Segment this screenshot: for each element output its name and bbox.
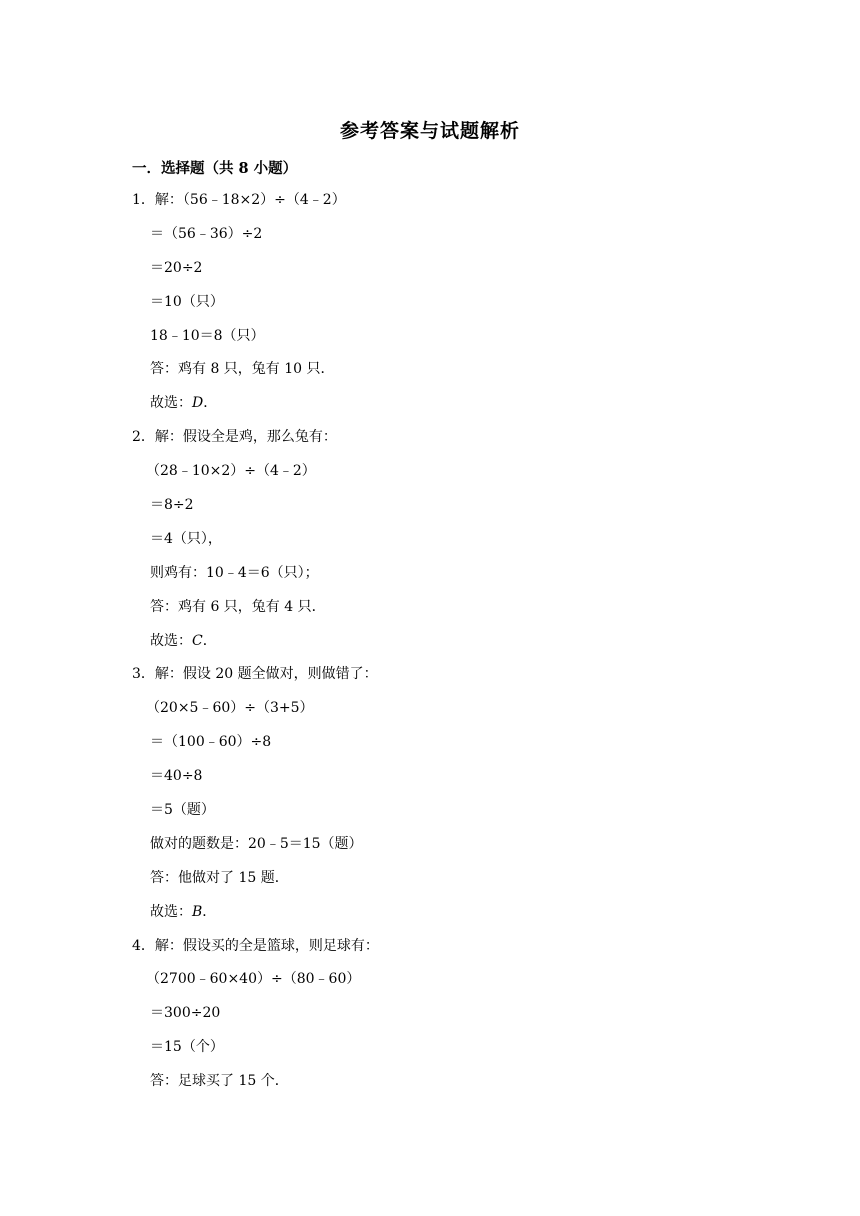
answer-suffix: ． bbox=[202, 903, 217, 920]
section-heading: 一．选择题（共 8 小题） bbox=[132, 160, 298, 177]
problem-3-line bbox=[0, 766, 860, 800]
solution-text: ＝（100﹣60）÷8 bbox=[150, 734, 272, 751]
answer-prefix: 故选： bbox=[150, 903, 192, 920]
solution-text: 则鸡有：10﹣4＝6（只）； bbox=[150, 564, 319, 581]
problem-2-line bbox=[0, 495, 860, 529]
solution-text: 答：足球买了 15 个． bbox=[150, 1073, 289, 1090]
problem-3-line bbox=[0, 868, 860, 902]
problem-3-answer bbox=[0, 902, 860, 936]
answer-prefix: 故选： bbox=[150, 395, 192, 412]
problem-3-line bbox=[0, 834, 860, 868]
solution-text: 3．解：假设 20 题全做对，则做错了： bbox=[132, 666, 378, 683]
solution-text: ＝20÷2 bbox=[150, 259, 203, 276]
problem-3-line bbox=[0, 732, 860, 766]
problem-4-line bbox=[0, 936, 860, 970]
problem-2-line bbox=[0, 427, 860, 461]
problem-4-line bbox=[0, 1037, 860, 1071]
solution-text: ＝40÷8 bbox=[150, 768, 203, 785]
answer-choice: D bbox=[192, 395, 204, 412]
answer-text bbox=[150, 393, 217, 413]
answer-text bbox=[150, 631, 217, 651]
solution-text: ＝8÷2 bbox=[150, 497, 194, 514]
solution-text: 18﹣10＝8（只） bbox=[150, 327, 265, 344]
problem-1-answer bbox=[0, 393, 860, 427]
answer-text bbox=[150, 902, 216, 922]
problem-4-line bbox=[0, 1003, 860, 1037]
problem-2-answer bbox=[0, 631, 860, 665]
problem-2-line bbox=[0, 597, 860, 631]
solution-text: ＝5（题） bbox=[150, 802, 215, 819]
answer-prefix: 故选： bbox=[150, 632, 192, 649]
solution-text: （20×5﹣60）÷（3+5） bbox=[146, 700, 314, 717]
solution-text: 答：鸡有 6 只，兔有 4 只． bbox=[150, 598, 326, 615]
page-title: 参考答案与试题解析 bbox=[339, 120, 520, 142]
solution-text: 4．解：假设买的全是篮球，则足球有： bbox=[132, 937, 379, 954]
problem-1-line bbox=[0, 326, 860, 360]
solution-text: 做对的题数是：20﹣5＝15（题） bbox=[150, 835, 363, 852]
answer-choice: C bbox=[192, 632, 203, 649]
problem-2-line bbox=[0, 563, 860, 597]
solution-text: 1．解：（56﹣18×2）÷（4﹣2） bbox=[132, 192, 346, 208]
problem-2-line bbox=[0, 461, 860, 495]
problem-3-line bbox=[0, 800, 860, 834]
problem-4-line bbox=[0, 1071, 860, 1105]
solution-text: ＝4（只）， bbox=[150, 530, 222, 547]
solution-text: ＝300÷20 bbox=[150, 1005, 221, 1022]
problem-1-line bbox=[0, 359, 860, 393]
problem-1-line bbox=[0, 292, 860, 326]
solution-text: ＝10（只） bbox=[150, 293, 224, 310]
solution-text: （2700﹣60×40）÷（80﹣60） bbox=[146, 971, 361, 988]
solution-text: 答：他做对了 15 题． bbox=[150, 869, 289, 886]
answer-choice: B bbox=[192, 903, 203, 920]
solution-text: （28﹣10×2）÷（4﹣2） bbox=[146, 463, 316, 480]
problem-3-line bbox=[0, 664, 860, 698]
problem-2-line bbox=[0, 529, 860, 563]
solution-text: 2．解：假设全是鸡，那么兔有： bbox=[132, 429, 337, 446]
answer-suffix: ． bbox=[203, 395, 218, 412]
problem-1-line bbox=[0, 190, 860, 224]
answer-suffix: ． bbox=[202, 632, 217, 649]
solution-text: ＝（56﹣36）÷2 bbox=[150, 225, 263, 242]
solution-text: 答：鸡有 8 只，兔有 10 只． bbox=[150, 361, 335, 378]
solutions-body bbox=[0, 190, 860, 1105]
problem-1-line bbox=[0, 258, 860, 292]
problem-4-line bbox=[0, 969, 860, 1003]
problem-1-line bbox=[0, 224, 860, 258]
solution-text: ＝15（个） bbox=[150, 1039, 224, 1056]
problem-3-line bbox=[0, 698, 860, 732]
